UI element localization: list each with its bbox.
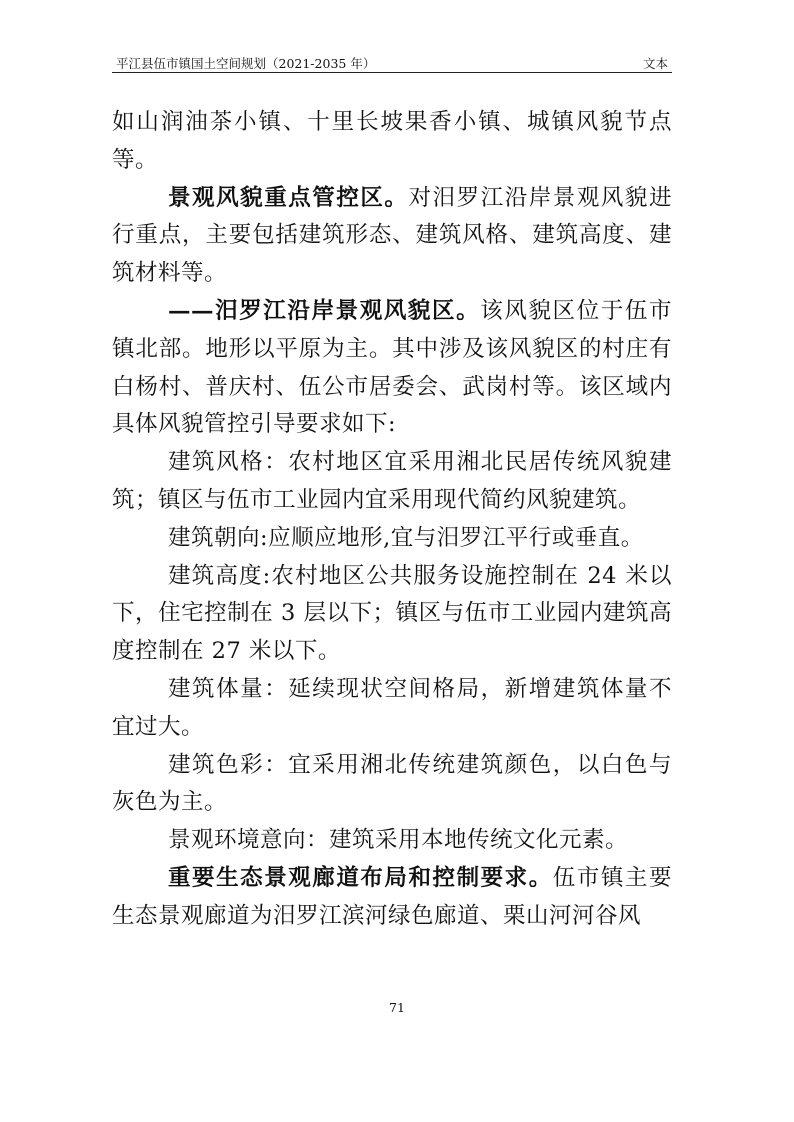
paragraph-6 — [112, 558, 672, 671]
header-title: 平江县伍市镇国土空间规划（2021-2035 年） — [116, 56, 376, 71]
paragraph-text: 建筑色彩：宜采用湘北传统建筑颜色，以白色与灰色为主。 — [112, 751, 672, 816]
page-body — [112, 104, 672, 936]
paragraph-2 — [112, 180, 672, 293]
paragraph-text: 建筑朝向:应顺应地形,宜与汨罗江平行或垂直。 — [168, 524, 644, 551]
paragraph-heading: ——汨罗江沿岸景观风貌区。 — [168, 297, 481, 324]
paragraph-1 — [112, 104, 672, 180]
paragraph-text: 景观环境意向：建筑采用本地传统文化元素。 — [168, 827, 629, 854]
paragraph-text: 建筑高度:农村地区公共服务设施控制在 24 米以下，住宅控制在 3 层以下；镇区与伍市工业园内建筑高度控制在 27 米以下。 — [112, 562, 672, 665]
paragraph-text: 该风貌区位于伍市镇北部。地形以平原为主。其中涉及该风貌区的村庄有白杨村、普庆村、伍公市居委会、武岗村等。该区域内具体风貌管控引导要求如下: — [112, 297, 672, 438]
paragraph-10 — [112, 860, 672, 936]
paragraph-text: 如山润油茶小镇、十里长坡果香小镇、城镇风貌节点等。 — [112, 109, 672, 173]
running-header — [112, 52, 672, 73]
paragraph-4 — [112, 444, 672, 520]
paragraph-text: 对汨罗江沿岸景观风貌进行重点，主要包括建筑形态、建筑风格、建筑高度、建筑材料等。 — [112, 184, 672, 287]
paragraph-3 — [112, 293, 672, 444]
paragraph-9 — [112, 822, 672, 860]
paragraph-5 — [112, 520, 672, 558]
paragraph-heading: 重要生态景观廊道布局和控制要求。 — [168, 864, 553, 891]
paragraph-8 — [112, 747, 672, 823]
paragraph-7 — [112, 671, 672, 747]
header-tag: 文本 — [642, 56, 668, 71]
paragraph-text: 伍市镇主要生态景观廊道为汨罗江滨河绿色廊道、栗山河河谷风 — [112, 864, 672, 929]
page-number: 71 — [389, 1000, 405, 1015]
paragraph-heading: 景观风貌重点管控区。 — [168, 184, 409, 211]
paragraph-text: 建筑体量：延续现状空间格局，新增建筑体量不宜过大。 — [112, 675, 672, 740]
paragraph-text: 建筑风格：农村地区宜采用湘北民居传统风貌建筑；镇区与伍市工业园内宜采用现代简约风貌建筑。 — [112, 449, 672, 513]
